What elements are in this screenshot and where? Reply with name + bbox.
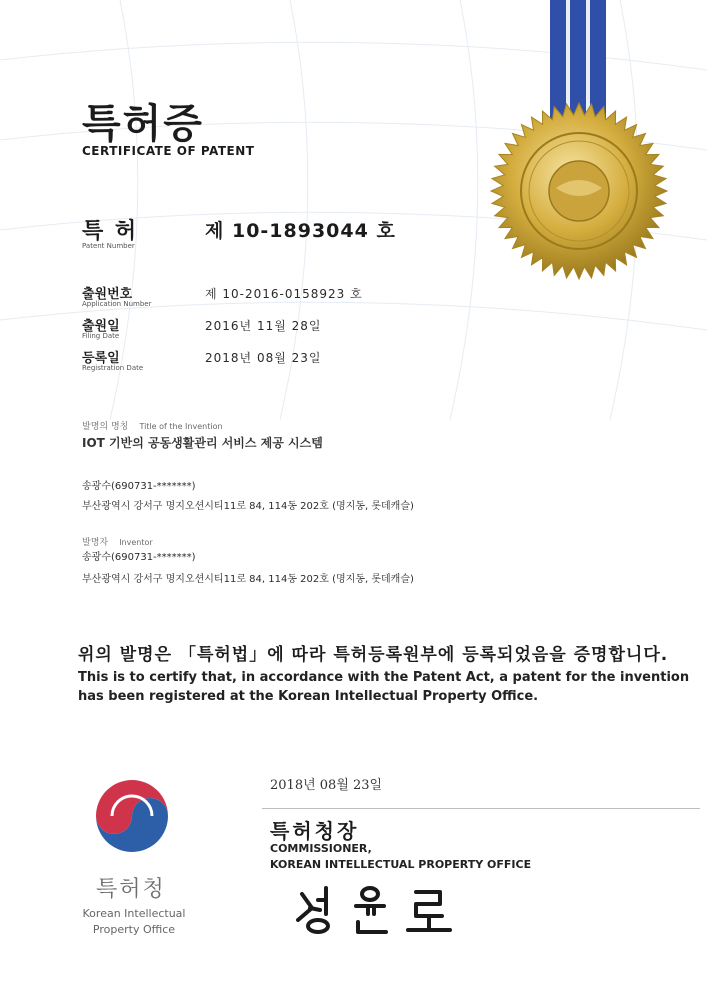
patentee-name: 송광수(690731-*******) [82, 481, 196, 492]
patent-number-label-en: Patent Number [82, 242, 135, 250]
filing-date-label-en: Filing Date [82, 332, 120, 340]
inventor-label-group [82, 530, 153, 549]
application-number-label: 출원번호 [82, 287, 133, 302]
registration-date-label: 등록일 [82, 351, 120, 366]
patent-number-value: 제 10-1893044 호 [205, 220, 396, 242]
application-number-label-en: Application Number [82, 300, 152, 308]
commissioner-title-en-1: COMMISSIONER, [270, 842, 372, 855]
filing-date-label: 출원일 [82, 319, 120, 334]
office-name-ko: 특허청 [96, 877, 166, 902]
certification-statement-ko: 위의 발명은 「특허법」에 따라 특허등록원부에 등록되었음을 증명합니다. [78, 645, 669, 665]
inventor-address: 부산광역시 강서구 명지오션시티11로 84, 114동 202호 (명지동, 롯데캐슬) [82, 574, 414, 585]
application-number-value: 제 10-2016-0158923 호 [205, 287, 363, 301]
invention-title-value: IOT 기반의 공동생활관리 서비스 제공 시스템 [82, 436, 323, 450]
inventor-label: 발명자 [82, 538, 109, 548]
invention-title-label-group [82, 414, 223, 433]
certificate-title-en: CERTIFICATE OF PATENT [82, 144, 255, 158]
registration-date-value: 2018년 08월 23일 [205, 351, 322, 365]
certification-statement-en-2: has been registered at the Korean Intellectual Property Office. [78, 689, 539, 704]
commissioner-title-en-2: KOREAN INTELLECTUAL PROPERTY OFFICE [270, 858, 532, 871]
filing-date-value: 2016년 11월 28일 [205, 319, 322, 333]
issue-date: 2018년 08월 23일 [270, 778, 383, 793]
invention-title-label-en: Title of the Invention [139, 422, 223, 431]
patentee-address: 부산광역시 강서구 명지오션시티11로 84, 114동 202호 (명지동, 롯데캐슬) [82, 501, 414, 512]
divider [262, 808, 700, 809]
certificate-title-ko: 특허증 [82, 101, 204, 147]
kipo-logo-icon [92, 776, 172, 856]
office-name-en-1: Korean Intellectual [82, 907, 186, 920]
inventor-name: 송광수(690731-*******) [82, 552, 196, 563]
gold-seal [488, 100, 670, 282]
inventor-label-en: Inventor [119, 538, 153, 547]
registration-date-label-en: Registration Date [82, 364, 144, 372]
office-name-en-2: Property Office [92, 923, 176, 936]
commissioner-title-ko: 특허청장 [270, 819, 360, 843]
certification-statement-en-1: This is to certify that, in accordance with the Patent Act, a patent for the invention [78, 670, 690, 685]
invention-title-label: 발명의 명칭 [82, 422, 129, 432]
commissioner-signature [292, 880, 462, 940]
patent-number-label: 특 허 [82, 219, 139, 244]
